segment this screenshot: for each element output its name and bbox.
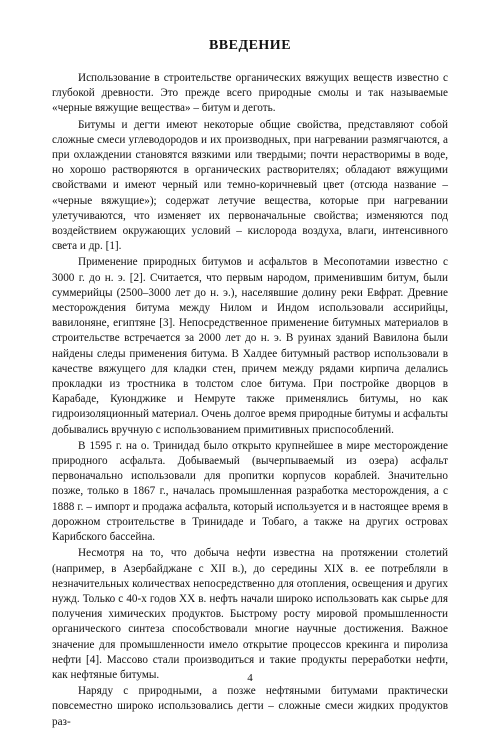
paragraph-tars: Наряду с природными, а позже нефтяными битумами практически повсеместно широко использовались дегти – сложные смеси жидких продуктов раз-: [52, 685, 448, 728]
paragraph-properties: Битумы и дегти имеют некоторые общие свойства, представляют собой сложные смеси углеводородов и их производных, при нагревании размягчаются, а при охлаждении становятся вязкими или твердыми; почти нерастворимы в воде, но хорошо растворяются в органических растворителях; обладают вяжущими свойствами и имеют черный или темно-коричневый цвет (отсюда название – «черные вяжущие»); содержат летучие вещества, которые при нагревании улетучиваются, что изменяет их первоначальные свойства; изменяются под воздействием окружающих условий – кислорода воздуха, влаги, интенсивного света и др. [1].: [52, 118, 448, 253]
paragraph-intro: Использование в строительстве органических вяжущих веществ известно с глубокой древности. Это прежде всего природные смолы и так называемые «черные вяжущие вещества» – битум и деготь.: [52, 72, 448, 115]
page-title: ВВЕДЕНИЕ: [208, 38, 292, 53]
page-number: 4: [247, 672, 253, 684]
paragraph-oil: Несмотря на то, что добыча нефти известна на протяжении столетий (например, в Азербайджане с XII в.), до середины XIX в. ее потребляли в незначительных количествах непосредственно для отопления, освещения и других нужд. Только с 40-х годов XX в. нефть начали широко использовать как сырье для получения химических продуктов. Быстрому росту мировой промышленности органического синтеза способствовали многие научные достижения. Важное значение для промышленности имело открытие процессов крекинга и пиролиза нефти [4]. Массово стали производиться и такие продукты переработки нефти, как нефтяные битумы.: [52, 547, 448, 681]
paragraph-mesopotamia: Применение природных битумов и асфальтов в Месопотамии известно с 3000 г. до н. э. [2]. Считается, что первым народом, применившим битум, были суммерийцы (2500–3000 лет до н. э.), населявшие долину реки Евфрат. Древние месторождения битума между Нилом и Индом использовали ассирийцы, вавилоняне, египтяне [3]. Непосредственное применение битумных материалов в строительстве встречается за 2000 лет до н. э. В руинах зданий Вавилона были найдены следы применения битума. В Халдее битумный раствор использовали в качестве вяжущего для кладки стен, причем между рядами кирпича делались прокладки из тростника в толстом слое битума. При постройке дворцов в Карабаде, Куюнджике и Немруте также применялись битумы, но как гидроизоляционный материал. Очень долгое время природные битумы и асфальты добывались вручную с использованием примитивных приспособлений.: [52, 256, 448, 436]
paragraph-trinidad: В 1595 г. на о. Тринидад было открыто крупнейшее в мире месторождение природного асфальта. Добываемый (вычерпываемый из озера) асфальт первоначально использовали для пропитки корпусов кораблей. Значительно позже, только в 1867 г., началась промышленная разработка месторождения, а с 1888 г. – импорт и продажа асфальта, который используется и в настоящее время в дорожном строительстве в Тринидаде и Тобаго, а также на других островах Карибского бассейна.: [52, 439, 448, 544]
